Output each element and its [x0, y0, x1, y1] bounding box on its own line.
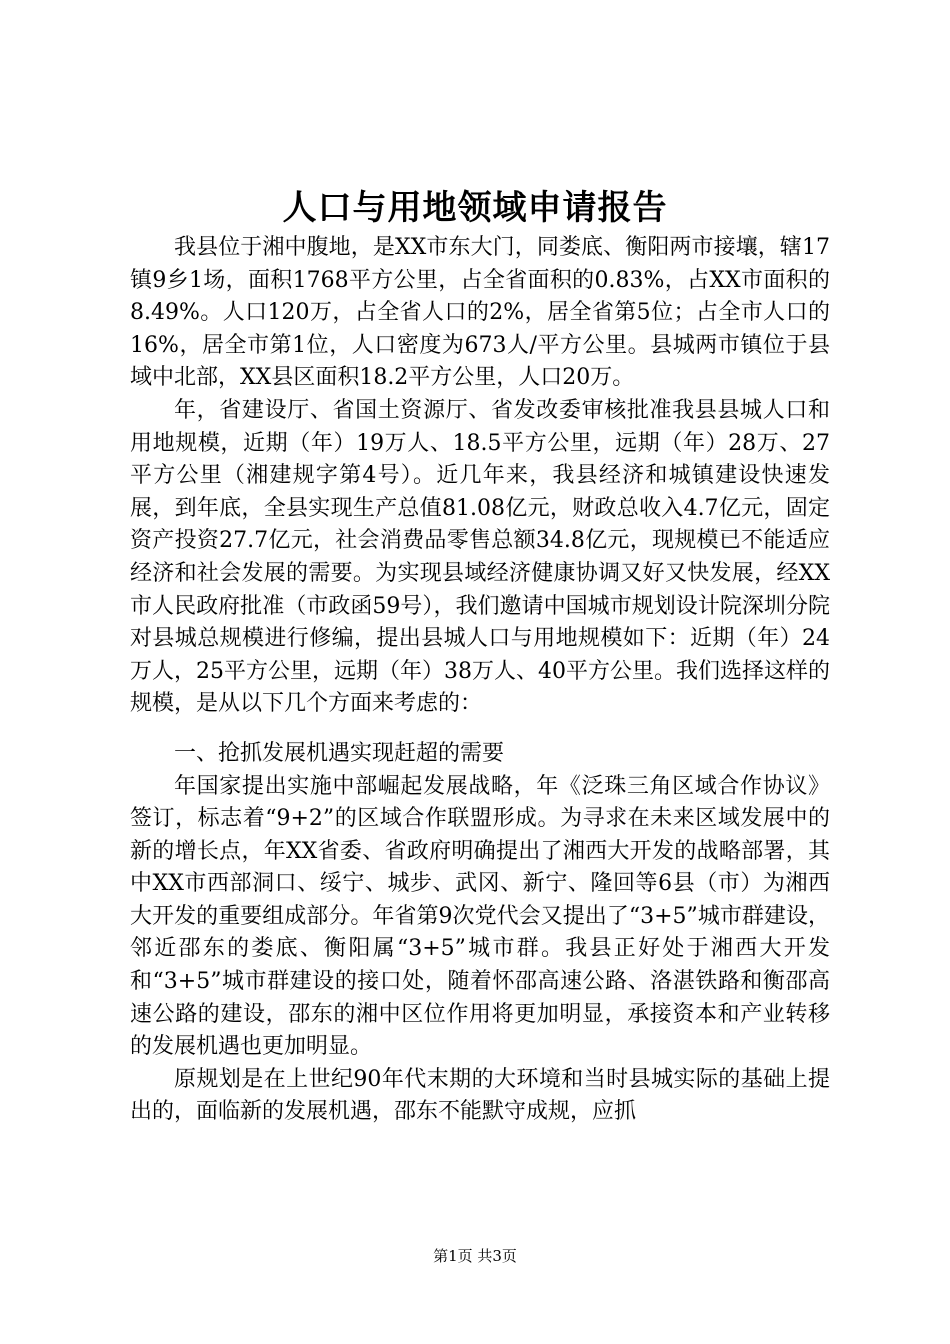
paragraph-development-opportunity: 年国家提出实施中部崛起发展战略，年《泛珠三角区域合作协议》签订，标志着“9+2”的区域合作联盟形成。为寻求在未来区域发展中的新的增长点，年XX省委、省政府明确提出了湘西大开发的战略部署，其中XX市西部洞口、绥宁、城步、武冈、新宁、隆回等6县（市）为湘西大开发的重要组成部分。年省第9次党代会又提出了“3+5”城市群建设，邻近邵东的娄底、衡阳属“3+5”城市群。我县正好处于湘西大开发和“3+5”城市群建设的接口处，随着怀邵高速公路、洛湛铁路和衡邵高速公路的建设，邵东的湘中区位作用将更加明显，承接资本和产业转移的发展机遇也更加明显。	[130, 773, 830, 1060]
document-title: 人口与用地领域申请报告	[282, 188, 668, 228]
document-body	[130, 232, 830, 1129]
paragraph-overview: 我县位于湘中腹地，是XX市东大门，同娄底、衡阳两市接壤，辖17镇9乡1场，面积1768平方公里，占全省面积的0.83%，占XX市面积的8.49%。人口120万，占全省人口的2%，居全省第5位；占全市人口的16%，居全市第1位，人口密度为673人/平方公里。县城两市镇位于县域中北部，XX县区面积18.2平方公里，人口20万。	[130, 235, 830, 391]
paragraph-original-plan: 原规划是在上世纪90年代末期的大环境和当时县城实际的基础上提出的，面临新的发展机遇，邵东不能默守成规，应抓	[130, 1066, 830, 1125]
section-heading: 一、抢抓发展机遇实现赶超的需要	[174, 740, 505, 766]
page-footer: 第1页 共3页	[433, 1247, 517, 1265]
paragraph-planning-scale: 年，省建设厅、省国土资源厅、省发改委审核批准我县县城人口和用地规模，近期（年）19万人、18.5平方公里，远期（年）28万、27平方公里（湘建规字第4号）。近几年来，我县经济和城镇建设快速发展，到年底，全县实现生产总值81.08亿元，财政总收入4.7亿元，固定资产投资27.7亿元，社会消费品零售总额34.8亿元，现规模已不能适应经济和社会发展的需要。为实现县域经济健康协调又好又快发展，经XX市人民政府批准（市政函59号），我们邀请中国城市规划设计院深圳分院对县城总规模进行修编，提出县城人口与用地规模如下：近期（年）24万人，25平方公里，远期（年）38万人、40平方公里。我们选择这样的规模，是从以下几个方面来考虑的：	[130, 397, 830, 717]
